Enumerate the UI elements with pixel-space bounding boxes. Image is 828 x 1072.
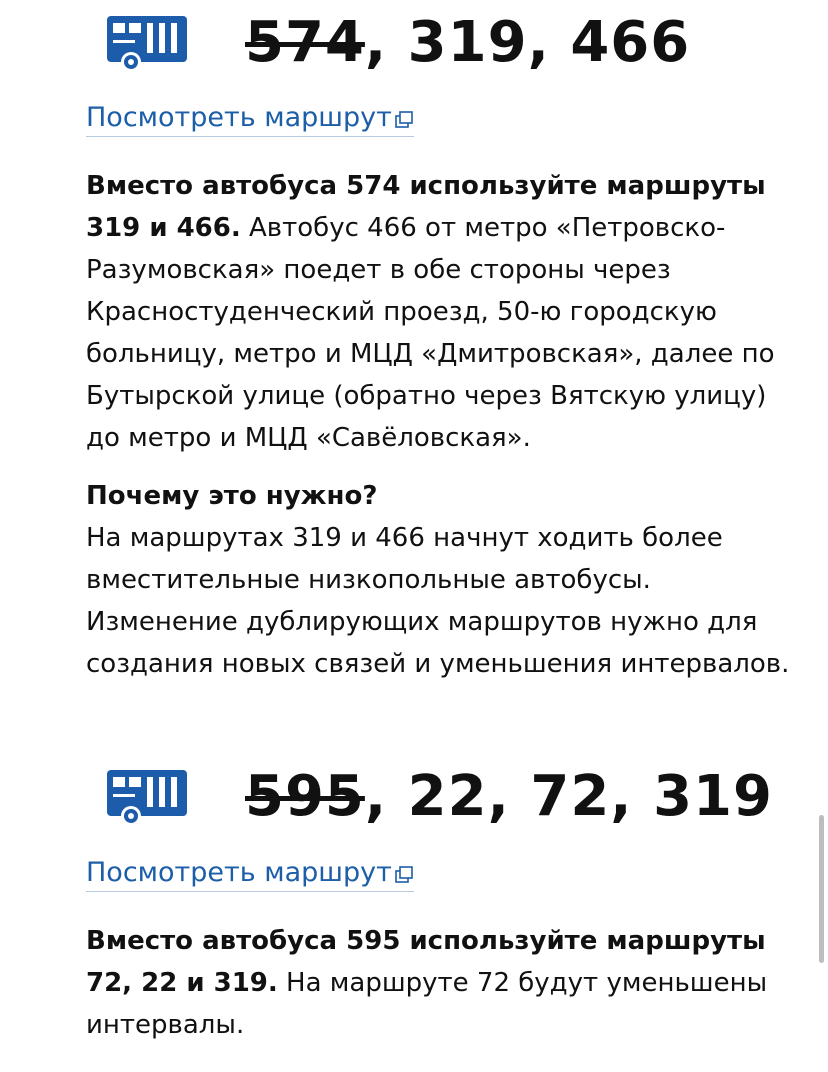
route-change-description xyxy=(86,165,801,459)
bus-icon xyxy=(107,768,187,826)
external-link-icon xyxy=(394,110,414,130)
view-route-link-label: Посмотреть маршрут xyxy=(86,857,392,888)
cancelled-route-number: 595 xyxy=(245,764,365,829)
route-numbers xyxy=(245,764,773,829)
view-route-link[interactable] xyxy=(86,857,414,892)
bus-icon xyxy=(107,14,187,72)
why-section xyxy=(86,475,801,685)
route-change-details: На маршруте 72 будут уменьшены интервалы. xyxy=(86,968,768,1040)
cancelled-route-number: 574 xyxy=(245,10,365,75)
route-change-lead: Вместо автобуса 574 используйте маршруты 319 и 466. xyxy=(86,171,766,243)
replacement-route-numbers: , 319, 466 xyxy=(364,10,691,75)
route-header-595 xyxy=(107,762,773,832)
route-change-description xyxy=(86,920,801,1046)
route-header-574 xyxy=(107,8,690,78)
why-text: На маршрутах 319 и 466 начнут ходить более вместительные низкопольные автобусы. Изменение дублирующих маршрутов нужно для создания новых связей и уменьшения интервалов. xyxy=(86,523,790,679)
route-change-details: Автобус 466 от метро «Петровско-Разумовская» поедет в обе стороны через Красностуденческий проезд, 50-ю городскую больницу, метро и МЦД «Дмитровская», далее по Бутырской улице (обратно через Вятскую улицу) до метро и МЦД «Савёловская». xyxy=(86,213,775,453)
view-route-link[interactable] xyxy=(86,102,414,137)
route-change-lead: Вместо автобуса 595 используйте маршруты 72, 22 и 319. xyxy=(86,926,766,998)
why-heading: Почему это нужно? xyxy=(86,481,378,511)
external-link-icon xyxy=(394,865,414,885)
replacement-route-numbers: , 22, 72, 319 xyxy=(364,764,773,829)
view-route-link-label: Посмотреть маршрут xyxy=(86,102,392,133)
scrollbar[interactable] xyxy=(819,815,824,963)
route-numbers xyxy=(245,10,691,75)
